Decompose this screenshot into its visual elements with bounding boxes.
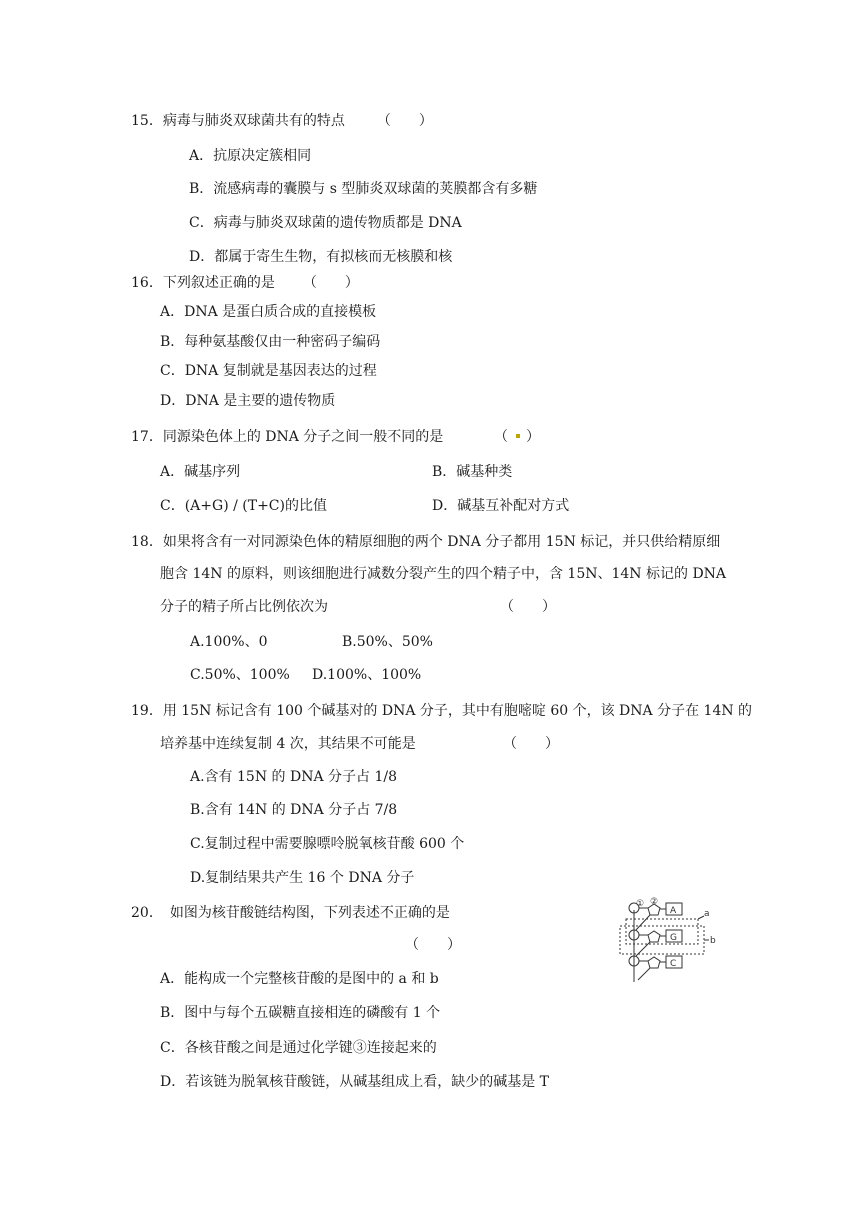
question-16 (131, 273, 359, 293)
question-19-stem-line-2: 培养基中连续复制 4 次，其结果不可能是 (160, 736, 416, 752)
answer-paren: （ ） (503, 736, 559, 752)
question-15-stem: 15．病毒与肺炎双球菌共有的特点 (131, 113, 345, 129)
question-19-option-b: B.含有 14N 的 DNA 分子占 7/8 (190, 802, 398, 818)
bond-label: ① (636, 899, 645, 909)
pentose-sugar (648, 931, 660, 942)
question-15-option-c: C．病毒与肺炎双球菌的遗传物质都是 DNA (189, 215, 462, 231)
question-17-option-a: A．碱基序列 (160, 464, 241, 480)
question-17-stem: 17．同源染色体上的 DNA 分子之间一般不同的是 (131, 429, 444, 445)
question-20-stem: 20． 如图为核苷酸链结构图，下列表述不正确的是 (131, 905, 450, 921)
question-18-option-b: B.50%、50% (342, 634, 433, 650)
region-label-a: a (704, 909, 710, 919)
question-19-option-a: A.含有 15N 的 DNA 分子占 1/8 (190, 769, 397, 785)
question-16-option-a: A．DNA 是蛋白质合成的直接模板 (160, 304, 377, 320)
question-19-option-d: D.复制结果共产生 16 个 DNA 分子 (190, 870, 415, 886)
answer-paren: （ ） (494, 429, 540, 445)
question-17-option-d: D．碱基互补配对方式 (432, 498, 570, 514)
question-17 (131, 427, 443, 447)
question-16-option-b: B．每种氨基酸仅由一种密码子编码 (160, 334, 381, 350)
base-label: G (670, 933, 677, 943)
question-20-option-b: B．图中与每个五碳糖直接相连的磷酸有 1 个 (160, 1005, 441, 1021)
region-label-b: b (710, 936, 716, 946)
question-18-stem-line-1: 18．如果将含有一对同源染色体的精原细胞的两个 DNA 分子都用 15N 标记，并只供给精原细 (131, 534, 721, 550)
question-20-option-a: A．能构成一个完整核苷酸的是图中的 a 和 b (160, 971, 439, 987)
answer-paren: （ ） (500, 599, 556, 615)
question-16-option-d: D．DNA 是主要的遗传物质 (160, 393, 336, 409)
question-17-option-b: B．碱基种类 (432, 464, 513, 480)
question-15-option-a: A．抗原决定簇相同 (189, 148, 312, 164)
question-15 (131, 111, 433, 131)
question-16-option-c: C．DNA 复制就是基因表达的过程 (160, 363, 377, 379)
question-18-stem-line-3: 分子的精子所占比例依次为 (160, 599, 328, 615)
nucleotide-chain-figure (612, 896, 722, 986)
answer-paren: （ ） (405, 937, 461, 953)
question-16-stem: 16．下列叙述正确的是 (131, 275, 275, 291)
question-15-option-d: D．都属于寄生生物，有拟核而无核膜和核 (189, 249, 453, 265)
answer-paren: （ ） (376, 113, 433, 129)
bond-label: ② (650, 897, 659, 907)
question-18-option-c: C.50%、100% (190, 667, 290, 683)
question-20-option-d: D．若该链为脱氧核苷酸链，从碱基组成上看，缺少的碱基是 T (160, 1074, 550, 1090)
highlight-mark (516, 434, 520, 438)
question-17-option-c: C．(A+G) / (T+C)的比值 (160, 498, 327, 514)
region-a-outline (626, 919, 698, 944)
base-label: C (670, 959, 677, 969)
question-19-option-c: C.复制过程中需要腺嘌呤脱氧核苷酸 600 个 (190, 836, 465, 852)
question-18-stem-line-2: 胞含 14N 的原料，则该细胞进行减数分裂产生的四个精子中，含 15N、14N 标记的 DNA (160, 566, 727, 582)
question-18-option-a: A.100%、0 (190, 634, 268, 650)
base-label: A (670, 906, 677, 916)
question-15-option-b: B．流感病毒的囊膜与 s 型肺炎双球菌的荚膜都含有多糖 (189, 181, 538, 197)
question-20-option-c: C．各核苷酸之间是通过化学键③连接起来的 (160, 1040, 437, 1056)
question-18-option-d: D.100%、100% (312, 667, 422, 683)
pentose-sugar (648, 957, 660, 968)
question-19-stem-line-1: 19．用 15N 标记含有 100 个碱基对的 DNA 分子，其中有胞嘧啶 60 个，该 DNA 分子在 14N 的 (131, 703, 753, 719)
answer-paren: （ ） (302, 275, 359, 291)
